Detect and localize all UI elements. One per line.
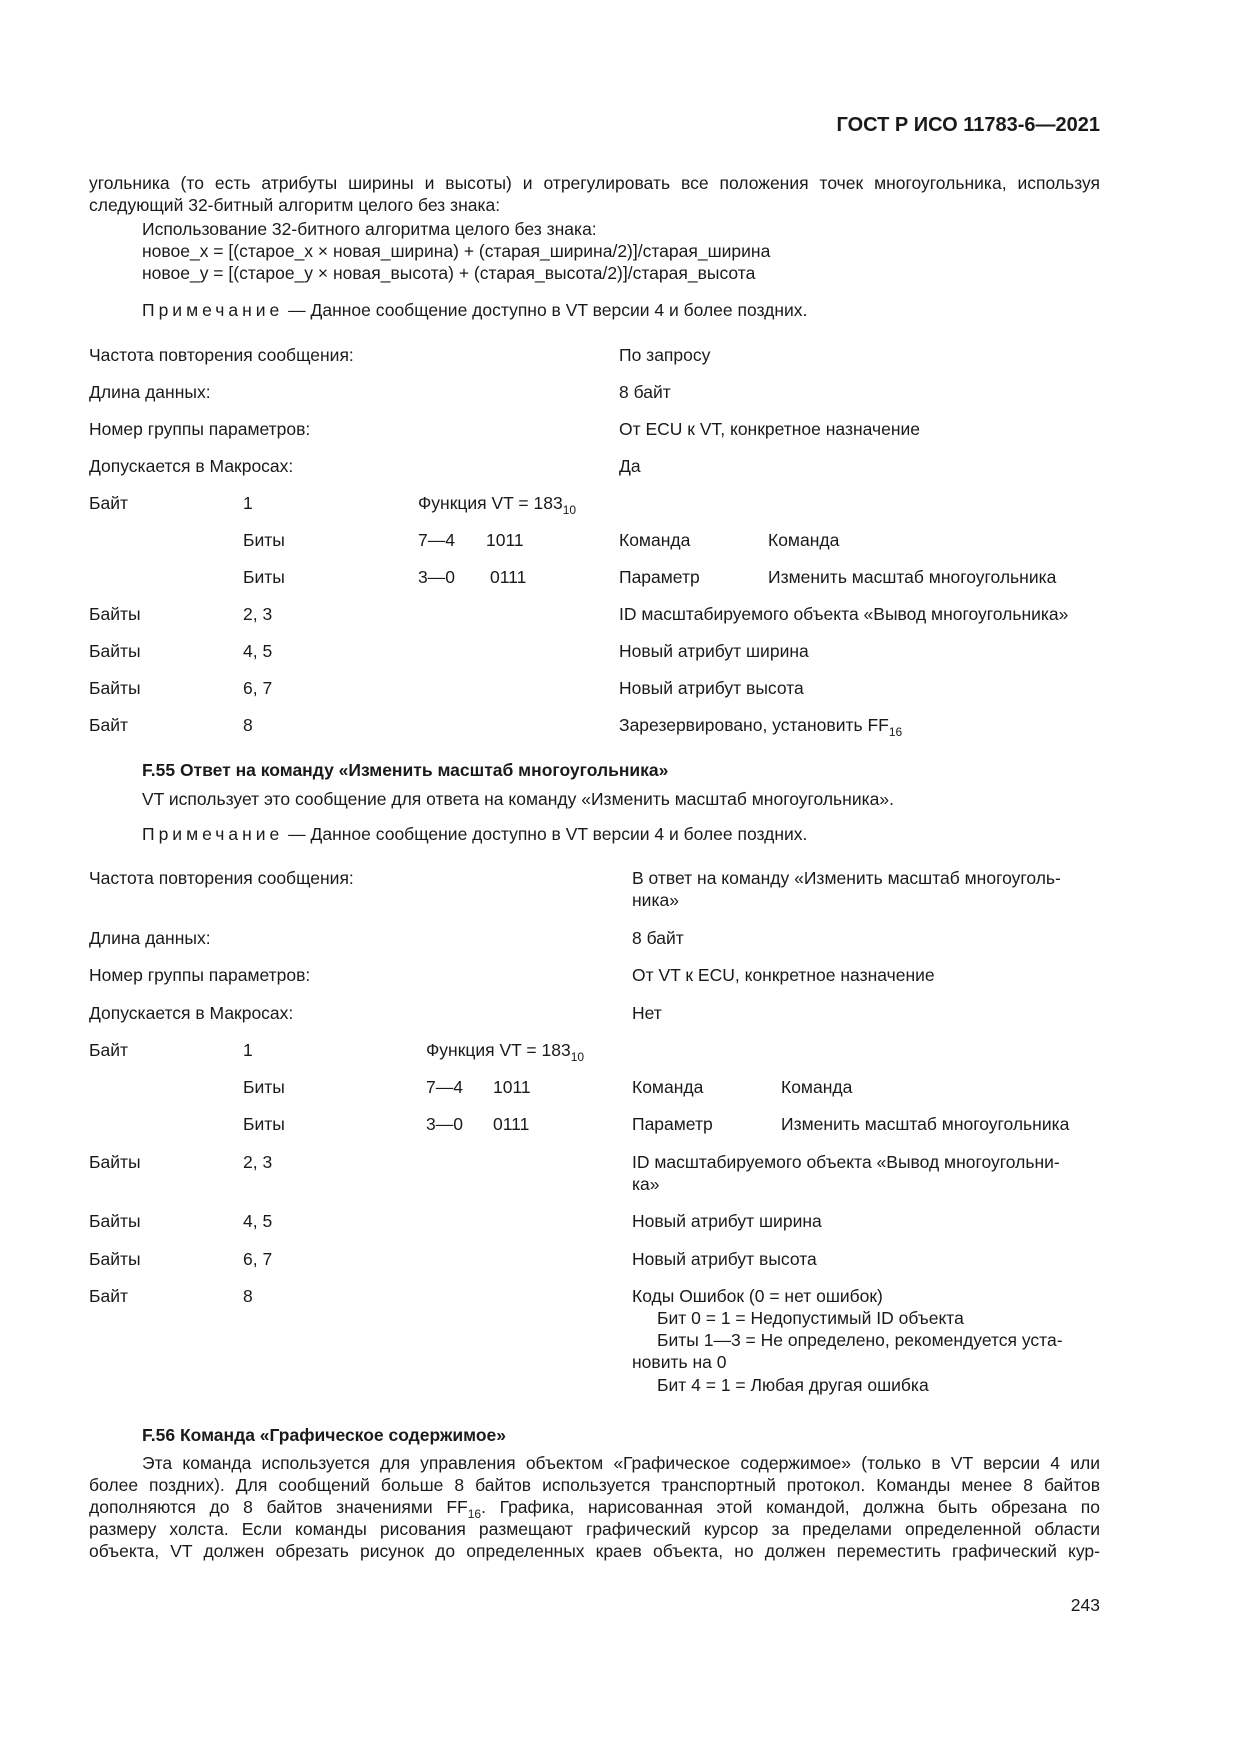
byte-label: Байты — [89, 641, 141, 661]
prop-label: Частота повторения сообщения: — [89, 868, 354, 888]
byte-desc-cont: ка» — [632, 1174, 660, 1194]
bits-desc: Команда — [768, 530, 840, 550]
text-part: дополняются до 8 байтов значениями FF — [89, 1497, 468, 1517]
byte-label: Байт — [89, 1040, 129, 1060]
subscript: 10 — [562, 503, 577, 517]
byte-desc: ID масштабируемого объекта «Вывод многоугольни- — [632, 1152, 1060, 1172]
prop-value: По запросу — [619, 345, 711, 365]
text-line: размеру холста. Если команды рисования размещают графический курсор за пределами определенной области — [89, 1519, 1100, 1539]
page-number: 243 — [1070, 1595, 1100, 1615]
bits-desc: Изменить масштаб многоугольника — [781, 1114, 1070, 1134]
bits-range: 7—4 — [418, 530, 455, 550]
byte-number: 1 — [243, 493, 253, 513]
byte-desc — [619, 714, 903, 739]
bits-range: 7—4 — [426, 1077, 463, 1097]
byte-desc: ID масштабируемого объекта «Вывод многоугольника» — [619, 604, 1069, 624]
prop-value: Да — [619, 456, 641, 476]
prop-value: 8 байт — [619, 382, 671, 402]
byte-number: 6, 7 — [243, 678, 273, 698]
bits-label: Биты — [243, 530, 285, 550]
bits-label: Биты — [243, 567, 285, 587]
error-code-line-cont: новить на 0 — [632, 1352, 727, 1372]
byte-number: 8 — [243, 1286, 253, 1306]
byte-label: Байты — [89, 604, 141, 624]
prop-value: От VT к ECU, конкретное назначение — [632, 965, 935, 985]
prop-label: Допускается в Макросах: — [89, 456, 294, 476]
byte-number: 4, 5 — [243, 1211, 273, 1231]
error-code-line: Бит 4 = 1 = Любая другая ошибка — [657, 1375, 929, 1395]
bits-range: 3—0 — [418, 567, 455, 587]
byte-desc: Новый атрибут высота — [619, 678, 804, 698]
bits-name: Параметр — [619, 567, 700, 587]
text-line: следующий 32-битный алгоритм целого без знака: — [89, 195, 501, 215]
note-label: Примечание — [142, 300, 284, 320]
prop-value: В ответ на команду «Изменить масштаб многоуголь- — [632, 868, 1061, 888]
note — [142, 823, 807, 845]
byte-number: 1 — [243, 1040, 253, 1060]
prop-value: Нет — [632, 1003, 662, 1023]
byte-desc: Новый атрибут ширина — [619, 641, 809, 661]
note-text: — Данное сообщение доступно в VT версии 4 и более поздних. — [283, 824, 808, 844]
prop-value: 8 байт — [632, 928, 684, 948]
error-code-line: Бит 0 = 1 = Недопустимый ID объекта — [657, 1308, 964, 1328]
byte-label: Байт — [89, 715, 129, 735]
prop-value-cont: ника» — [632, 890, 679, 910]
intro-paragraph — [89, 172, 1100, 216]
bits-name: Команда — [619, 530, 691, 550]
prop-label: Номер группы параметров: — [89, 965, 311, 985]
byte-number: 6, 7 — [243, 1249, 273, 1269]
section-title: F.56 Команда «Графическое содержимое» — [142, 1425, 507, 1445]
text-line: угольника (то есть атрибуты ширины и высоты) и отрегулировать все положения точек многоугольника, используя — [89, 173, 1100, 193]
section-title: F.55 Ответ на команду «Изменить масштаб многоугольника» — [142, 760, 669, 780]
text-line — [89, 1496, 1100, 1521]
formula-y: новое_y = [(старое_y × новая_высота) + (старая_высота/2)]/старая_высота — [142, 263, 756, 283]
bits-desc: Изменить масштаб многоугольника — [768, 567, 1057, 587]
bits-label: Биты — [243, 1077, 285, 1097]
prop-label: Допускается в Макросах: — [89, 1003, 294, 1023]
byte-label: Байты — [89, 1152, 141, 1172]
prop-value: От ECU к VT, конкретное назначение — [619, 419, 921, 439]
byte-number: 2, 3 — [243, 1152, 273, 1172]
subscript: 10 — [570, 1050, 585, 1064]
function-code — [426, 1039, 585, 1064]
byte-label: Байт — [89, 1286, 129, 1306]
note-label: Примечание — [142, 824, 284, 844]
function-code — [418, 492, 577, 517]
bits-name: Параметр — [632, 1114, 713, 1134]
section-text: VT использует это сообщение для ответа на команду «Изменить масштаб многоугольника». — [142, 789, 894, 809]
subscript: 16 — [467, 1507, 482, 1521]
byte-number: 8 — [243, 715, 253, 735]
byte-desc: Новый атрибут ширина — [632, 1211, 822, 1231]
note-text: — Данное сообщение доступно в VT версии 4 и более поздних. — [283, 300, 808, 320]
note — [142, 299, 807, 321]
algorithm-title: Использование 32-битного алгоритма целого без знака: — [142, 219, 597, 239]
text-line: объекта, VT должен обрезать рисунок до определенных краев объекта, но должен переместить графический кур- — [89, 1541, 1100, 1561]
byte-desc: Новый атрибут высота — [632, 1249, 817, 1269]
document-code: ГОСТ Р ИСО 11783-6—2021 — [836, 114, 1100, 136]
function-text: Функция VT = 183 — [418, 493, 563, 513]
prop-label: Длина данных: — [89, 928, 211, 948]
byte-label: Байты — [89, 1249, 141, 1269]
text-line: более поздних). Для сообщений больше 8 байтов используется транспортный протокол. Команды менее 8 байтов — [89, 1475, 1100, 1495]
function-text: Функция VT = 183 — [426, 1040, 571, 1060]
byte-label: Байт — [89, 493, 129, 513]
bits-value: 1011 — [493, 1077, 531, 1097]
section-paragraph — [89, 1452, 1100, 1562]
error-codes-title: Коды Ошибок (0 = нет ошибок) — [632, 1286, 883, 1306]
byte-number: 2, 3 — [243, 604, 273, 624]
subscript: 16 — [888, 725, 903, 739]
byte-number: 4, 5 — [243, 641, 273, 661]
bits-value: 1011 — [486, 530, 524, 550]
bits-label: Биты — [243, 1114, 285, 1134]
byte-label: Байты — [89, 678, 141, 698]
error-code-line: Биты 1—3 = Не определено, рекомендуется уста- — [657, 1330, 1063, 1350]
bits-desc: Команда — [781, 1077, 853, 1097]
text-line: Эта команда используется для управления объектом «Графическое содержимое» (только в VT версии 4 или — [142, 1453, 1100, 1473]
prop-label: Частота повторения сообщения: — [89, 345, 354, 365]
byte-label: Байты — [89, 1211, 141, 1231]
prop-label: Номер группы параметров: — [89, 419, 311, 439]
bits-value: 0111 — [490, 567, 527, 587]
prop-label: Длина данных: — [89, 382, 211, 402]
bits-name: Команда — [632, 1077, 704, 1097]
formula-x: новое_x = [(старое_x × новая_ширина) + (старая_ширина/2)]/старая_ширина — [142, 241, 771, 261]
byte-desc-text: Зарезервировано, установить FF — [619, 715, 889, 735]
bits-range: 3—0 — [426, 1114, 463, 1134]
text-part: . Графика, нарисованная этой командой, должна быть обрезана по — [481, 1497, 1100, 1517]
bits-value: 0111 — [493, 1114, 530, 1134]
